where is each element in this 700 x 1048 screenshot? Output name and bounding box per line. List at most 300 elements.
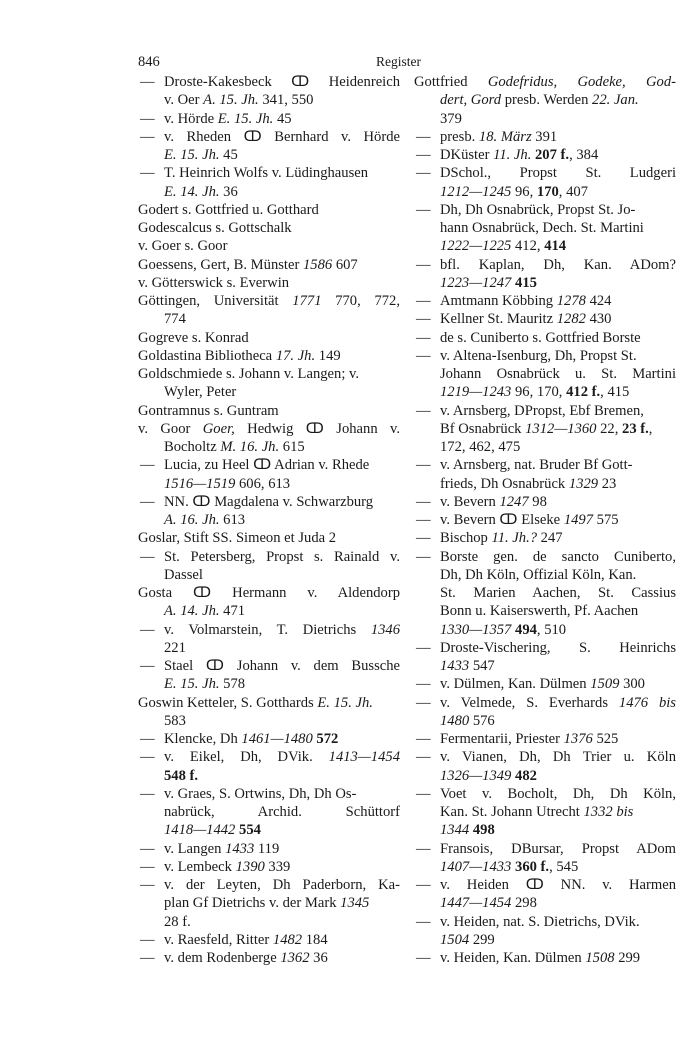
- index-entry-continuation: [414, 110, 676, 128]
- entry-text: 28 f.: [164, 913, 191, 930]
- index-subentry: [414, 639, 676, 657]
- subentry-dash: —: [416, 165, 431, 182]
- entry-text: 341, 550: [258, 92, 314, 109]
- index-subentry: [414, 292, 676, 310]
- index-subentry: [414, 694, 676, 712]
- entry-text: 98: [528, 493, 547, 510]
- italic-text: 1376: [563, 731, 593, 747]
- subentry-dash: —: [140, 110, 155, 127]
- italic-text: 1312—1360: [525, 420, 597, 437]
- subentry-dash: —: [416, 639, 431, 656]
- entry-text: v. Hörde: [164, 110, 218, 127]
- entry-text: v. Heiden, Kan. Dülmen: [440, 950, 586, 966]
- subentry-dash: —: [416, 548, 431, 565]
- index-entry-continuation: [414, 931, 676, 949]
- index-entry-continuation: [138, 146, 400, 164]
- subentry-dash: —: [140, 74, 155, 90]
- entry-text: 471: [219, 603, 246, 620]
- entry-text: Bocholtz: [164, 439, 221, 455]
- italic-text: A. 15. Jh.: [203, 92, 259, 109]
- entry-text: frieds, Dh Osnabrück: [440, 475, 569, 492]
- index-subentry: [414, 876, 676, 894]
- italic-text: 1509: [590, 676, 620, 693]
- entry-text: nabrück, Archid. Schüttorf: [164, 804, 400, 820]
- index-entry-continuation: [138, 821, 400, 839]
- entry-text: Dh, Dh Köln, Offizial Köln, Kan.: [440, 566, 637, 583]
- entry-text: 119: [254, 840, 280, 857]
- italic-text: 11. Jh.: [493, 147, 532, 163]
- subentry-dash: —: [416, 457, 431, 474]
- index-entry-continuation: [138, 566, 400, 584]
- subentry-dash: —: [416, 293, 431, 309]
- entry-text: v. Altena-Isenburg, Dh, Propst St.: [440, 347, 637, 364]
- bold-page-ref: 207 f.: [535, 147, 570, 163]
- entry-text: 300: [619, 676, 645, 693]
- index-subentry: [138, 110, 400, 128]
- entry-text: 412,: [511, 238, 545, 255]
- index-subentry: [138, 493, 400, 511]
- italic-text: 1461—1480: [241, 731, 313, 747]
- subentry-dash: —: [416, 785, 431, 802]
- entry-text: 575: [593, 512, 619, 528]
- subentry-dash: —: [416, 402, 431, 419]
- entry-text: Bf Osnabrück: [440, 420, 526, 437]
- entry-text: 22,: [596, 420, 623, 437]
- entry-text: v. Heiden, nat. S. Dietrichs, DVik.: [440, 913, 640, 930]
- entry-text: 45: [219, 147, 238, 163]
- subentry-dash: —: [140, 858, 155, 875]
- italic-text: 1413—1454: [328, 749, 400, 766]
- bold-page-ref: 415: [515, 274, 537, 291]
- subentry-dash: —: [140, 931, 155, 948]
- bold-page-ref: 414: [544, 238, 567, 255]
- index-entry-continuation: [138, 511, 400, 529]
- entry-text: 149: [315, 347, 341, 364]
- entry-text: Goslar, Stift SS. Simeon et Juda 2: [138, 530, 337, 547]
- entry-text: v. Dülmen, Kan. Dülmen: [440, 676, 591, 693]
- index-entry-continuation: [138, 602, 400, 620]
- index-entry-continuation: [138, 675, 400, 693]
- entry-text: v. Volmarstein, T. Dietrichs: [164, 621, 371, 638]
- italic-text: 1516—1519: [164, 475, 236, 492]
- bold-page-ref: 23 f.: [622, 420, 649, 437]
- index-entry: [138, 219, 400, 237]
- subentry-dash: —: [416, 128, 431, 145]
- italic-text: E. 15. Jh.: [164, 676, 220, 693]
- entry-text: 23: [598, 475, 617, 492]
- entry-text: v. Langen: [164, 840, 226, 857]
- index-subentry: [138, 73, 400, 91]
- index-entry-continuation: [138, 310, 400, 328]
- index-entry: [138, 329, 400, 347]
- index-subentry: [138, 128, 400, 146]
- subentry-dash: —: [140, 658, 155, 674]
- entry-text: 172, 462, 475: [440, 439, 521, 455]
- italic-text: A. 16. Jh.: [164, 512, 220, 528]
- index-subentry: [138, 548, 400, 566]
- index-entry-continuation: [138, 475, 400, 493]
- entry-text: 379: [440, 110, 462, 127]
- entry-text: v. der Leyten, Dh Paderborn, Ka-: [164, 877, 400, 893]
- entry-text: St. Petersberg, Propst s. Rainald v.: [164, 548, 400, 565]
- subentry-dash: —: [416, 147, 431, 163]
- index-column-left: [138, 73, 400, 967]
- italic-text: 1222—1225: [440, 238, 512, 255]
- index-subentry: [414, 493, 676, 511]
- index-subentry: [414, 785, 676, 803]
- entry-text: DKüster: [440, 147, 494, 163]
- entry-text: 770, 772,: [321, 293, 400, 309]
- bold-page-ref: 498: [472, 822, 495, 839]
- index-subentry: [138, 840, 400, 858]
- entry-text: 578: [219, 676, 246, 693]
- entry-text: 615: [279, 439, 305, 455]
- index-entry-continuation: [414, 475, 676, 493]
- index-entry-continuation: [414, 420, 676, 438]
- italic-text: 1330—1357: [440, 621, 512, 638]
- subentry-dash: —: [140, 165, 155, 182]
- index-entry: [138, 365, 400, 383]
- subentry-dash: —: [140, 731, 155, 747]
- entry-text: Hedwig ↀ Johann v.: [234, 420, 400, 437]
- entry-text: 299: [614, 950, 641, 966]
- italic-text: 11. Jh.?: [491, 530, 538, 547]
- subentry-dash: —: [416, 749, 431, 766]
- entry-text: presb.: [440, 128, 479, 145]
- entry-text: Lucia, zu Heel ↀ Adrian v. Rhede: [164, 457, 370, 474]
- subentry-dash: —: [416, 201, 431, 218]
- italic-text: 1508: [585, 950, 615, 966]
- entry-text: v. Bevern ↀ Elseke: [440, 512, 564, 528]
- italic-text: 1390: [235, 858, 265, 875]
- entry-text: bfl. Kaplan, Dh, Kan. ADom?: [440, 256, 676, 273]
- subentry-dash: —: [140, 621, 155, 638]
- index-entry-continuation: [138, 803, 400, 821]
- index-subentry: [414, 256, 676, 274]
- entry-text: Borste gen. de sancto Cuniberto,: [440, 548, 676, 565]
- italic-text: 1433: [440, 658, 470, 674]
- index-subentry: [138, 621, 400, 639]
- index-entry-continuation: [138, 183, 400, 201]
- entry-text: Gosta ↀ Hermann v. Aldendorp: [138, 585, 400, 601]
- entry-text: v. Bevern: [440, 493, 500, 510]
- index-entry: [138, 292, 400, 310]
- italic-text: 1326—1349: [440, 767, 512, 784]
- index-entry-continuation: [138, 383, 400, 401]
- entry-text: 547: [469, 658, 495, 674]
- entry-text: v. Arnsberg, DPropst, Ebf Bremen,: [440, 402, 644, 419]
- italic-text: E. 15. Jh.: [217, 110, 274, 127]
- index-entry-continuation: [138, 639, 400, 657]
- index-subentry: [414, 128, 676, 146]
- italic-text: 1407—1433: [440, 858, 512, 875]
- italic-text: 1480: [440, 712, 470, 729]
- subentry-dash: —: [140, 548, 155, 565]
- subentry-dash: —: [416, 840, 431, 857]
- subentry-dash: —: [140, 457, 155, 474]
- entry-text: Godescalcus s. Gottschalk: [138, 220, 292, 236]
- entry-text: hann Osnabrück, Dech. St. Martini: [440, 220, 644, 236]
- index-subentry: [414, 310, 676, 328]
- entry-text: 424: [585, 293, 612, 309]
- entry-text: Amtmann Köbbing: [440, 293, 557, 309]
- entry-text: Fermentarii, Priester: [440, 731, 564, 747]
- entry-text: Dh, Dh Osnabrück, Propst St. Jo-: [440, 201, 636, 218]
- entry-text: v. Vianen, Dh, Dh Trier u. Köln: [440, 749, 676, 766]
- entry-text: v. dem Rodenberge: [164, 950, 281, 966]
- index-entry-continuation: [414, 712, 676, 730]
- index-subentry: [414, 329, 676, 347]
- index-subentry: [414, 456, 676, 474]
- index-subentry: [138, 949, 400, 967]
- index-entry-continuation: [414, 767, 676, 785]
- index-entry-continuation: [414, 183, 676, 201]
- index-subentry: [138, 785, 400, 803]
- entry-text: Goswin Ketteler, S. Gotthards: [138, 694, 318, 711]
- entry-text: 247: [537, 530, 563, 547]
- entry-text: Bonn u. Kaiserswerth, Pf. Aachen: [440, 603, 639, 620]
- index-entry: [138, 237, 400, 255]
- index-entry: [138, 347, 400, 365]
- italic-text: E. 15. Jh.: [164, 147, 220, 163]
- index-subentry: [138, 858, 400, 876]
- entry-text: 525: [592, 731, 619, 747]
- italic-text: 1344: [440, 822, 470, 839]
- index-entry: [138, 274, 400, 292]
- index-entry-continuation: [414, 858, 676, 876]
- italic-text: 1497: [563, 512, 593, 528]
- entry-text: Gottfried: [414, 74, 488, 90]
- subentry-dash: —: [140, 749, 155, 766]
- subentry-dash: —: [416, 493, 431, 510]
- page-number: 846: [138, 54, 160, 70]
- entry-text: T. Heinrich Wolfs v. Lüdinghausen: [164, 165, 369, 182]
- italic-text: 1282: [556, 311, 586, 328]
- subentry-dash: —: [140, 493, 155, 510]
- italic-text: 1771: [292, 293, 322, 309]
- index-entry-continuation: [414, 219, 676, 237]
- bold-page-ref: 572: [316, 731, 339, 747]
- index-entry: [138, 420, 400, 438]
- entry-text: St. Marien Aachen, St. Cassius: [440, 585, 676, 601]
- subentry-dash: —: [416, 347, 431, 364]
- italic-text: E. 14. Jh.: [164, 183, 220, 200]
- index-subentry: [414, 548, 676, 566]
- index-subentry: [414, 529, 676, 547]
- entry-text: Goessens, Gert, B. Münster: [138, 256, 303, 273]
- subentry-dash: —: [140, 785, 155, 802]
- index-subentry: [138, 931, 400, 949]
- entry-text: Voet v. Bocholt, Dh, Dh Köln,: [440, 785, 676, 802]
- entry-text: Gontramnus s. Guntram: [138, 402, 279, 419]
- index-entry-continuation: [138, 712, 400, 730]
- index-subentry: [414, 511, 676, 529]
- index-subentry: [414, 748, 676, 766]
- italic-text: 1476 bis: [618, 694, 676, 711]
- entry-text: , 545: [549, 858, 579, 875]
- italic-text: 22. Jan.: [592, 92, 639, 109]
- entry-text: ,: [648, 420, 653, 437]
- entry-text: Goldschmiede s. Johann v. Langen; v.: [138, 366, 360, 382]
- entry-text: , 384: [569, 147, 599, 163]
- index-subentry: [138, 456, 400, 474]
- italic-text: 1345: [340, 895, 370, 912]
- entry-text: Kan. St. Johann Utrecht: [440, 804, 584, 820]
- index-entry: [138, 694, 400, 712]
- entry-text: 339: [264, 858, 291, 875]
- entry-text: 391: [531, 128, 558, 145]
- index-subentry: [414, 164, 676, 182]
- entry-text: Wyler, Peter: [164, 384, 237, 401]
- index-subentry: [138, 748, 400, 766]
- subentry-dash: —: [416, 256, 431, 273]
- subentry-dash: —: [140, 840, 155, 857]
- bold-page-ref: 548 f.: [164, 767, 199, 784]
- subentry-dash: —: [416, 950, 431, 966]
- index-entry-continuation: [414, 237, 676, 255]
- entry-text: v. Eikel, Dh, DVik.: [164, 749, 329, 766]
- entry-text: Droste-Vischering, S. Heinrichs: [440, 639, 676, 656]
- index-entry-continuation: [414, 274, 676, 292]
- entry-text: 184: [302, 931, 328, 948]
- italic-text: 1362: [280, 950, 310, 966]
- entry-text: 221: [164, 639, 186, 656]
- entry-text: de s. Cuniberto s. Gottfried Borste: [440, 329, 641, 346]
- italic-text: 1212—1245: [440, 183, 512, 200]
- entry-text: Kellner St. Mauritz: [440, 311, 557, 328]
- index-column-right: [414, 73, 676, 967]
- bold-page-ref: 360 f.: [515, 858, 550, 875]
- entry-text: Godert s. Gottfried u. Gotthard: [138, 201, 319, 218]
- entry-text: Göttingen, Universität: [138, 293, 293, 309]
- index-entry-continuation: [414, 657, 676, 675]
- italic-text: 1223—1247: [440, 274, 512, 291]
- index-subentry: [138, 657, 400, 675]
- index-subentry: [414, 402, 676, 420]
- index-entry-continuation: [138, 438, 400, 456]
- index-entry: [414, 73, 676, 91]
- italic-text: 1247: [499, 493, 529, 510]
- index-entry-continuation: [414, 602, 676, 620]
- entry-text: Droste-Kakesbeck ↀ Heidenreich: [164, 74, 400, 90]
- italic-text: 1447—1454: [440, 895, 512, 912]
- subentry-dash: —: [140, 128, 155, 145]
- entry-text: Stael ↀ Johann v. dem Bussche: [164, 658, 400, 674]
- index-subentry: [414, 347, 676, 365]
- entry-text: v. Goor: [138, 420, 203, 437]
- italic-text: 1504: [440, 931, 470, 948]
- entry-text: v. Heiden ↀ NN. v. Harmen: [440, 877, 676, 893]
- bold-page-ref: 554: [239, 822, 261, 839]
- italic-text: 1433: [225, 840, 255, 857]
- index-entry-continuation: [414, 383, 676, 401]
- entry-text: v. Arnsberg, nat. Bruder Bf Gott-: [440, 457, 633, 474]
- italic-text: 1418—1442: [164, 822, 236, 839]
- entry-text: 583: [164, 712, 186, 729]
- index-entry-continuation: [414, 365, 676, 383]
- entry-text: Dassel: [164, 566, 203, 583]
- entry-text: 576: [469, 712, 495, 729]
- index-subentry: [138, 730, 400, 748]
- running-header: Register: [376, 54, 421, 69]
- entry-text: , 415: [600, 384, 630, 401]
- entry-text: 298: [511, 895, 537, 912]
- entry-text: DSchol., Propst St. Ludgeri: [440, 165, 676, 182]
- italic-text: 17. Jh.: [275, 347, 316, 364]
- entry-text: 36: [309, 950, 328, 966]
- entry-text: 96, 170,: [511, 384, 567, 401]
- index-entry: [138, 584, 400, 602]
- subentry-dash: —: [416, 731, 431, 747]
- index-subentry: [414, 949, 676, 967]
- italic-text: 1219—1243: [440, 384, 512, 401]
- entry-text: 607: [332, 256, 358, 273]
- italic-text: A. 14. Jh.: [164, 603, 220, 620]
- entry-text: presb. Werden: [501, 92, 593, 109]
- index-subentry: [138, 876, 400, 894]
- entry-text: v. Graes, S. Ortwins, Dh, Dh Os-: [164, 785, 357, 802]
- index-subentry: [414, 146, 676, 164]
- italic-text: 18. März: [478, 128, 532, 145]
- index-entry-continuation: [138, 767, 400, 785]
- index-subentry: [414, 913, 676, 931]
- entry-text: 45: [273, 110, 292, 127]
- italic-text: Godefridus, Godeke, God-: [487, 74, 676, 90]
- bold-page-ref: 170: [536, 183, 559, 200]
- italic-text: 1278: [556, 293, 586, 309]
- index-entry-continuation: [414, 438, 676, 456]
- italic-text: 1332 bis: [583, 804, 634, 820]
- subentry-dash: —: [416, 530, 431, 547]
- entry-text: Gogreve s. Konrad: [138, 329, 249, 346]
- index-entry: [138, 256, 400, 274]
- entry-text: v. Lembeck: [164, 858, 236, 875]
- italic-text: E. 15. Jh.: [317, 694, 373, 711]
- index-entry-continuation: [138, 894, 400, 912]
- index-entry-continuation: [414, 91, 676, 109]
- entry-text: v. Oer: [164, 92, 204, 109]
- index-entry: [138, 201, 400, 219]
- subentry-dash: —: [416, 877, 431, 893]
- subentry-dash: —: [416, 694, 431, 711]
- entry-text: 36: [219, 183, 238, 200]
- index-subentry: [138, 164, 400, 182]
- entry-text: plan Gf Dietrichs v. der Mark: [164, 895, 341, 912]
- entry-text: , 510: [536, 621, 567, 638]
- index-entry-continuation: [414, 621, 676, 639]
- entry-text: v. Raesfeld, Ritter: [164, 931, 273, 948]
- subentry-dash: —: [416, 512, 431, 528]
- subentry-dash: —: [140, 950, 155, 966]
- index-subentry: [414, 730, 676, 748]
- entry-text: v. Goer s. Goor: [138, 238, 228, 255]
- index-entry: [138, 529, 400, 547]
- subentry-dash: —: [416, 329, 431, 346]
- entry-text: 299: [469, 931, 495, 948]
- index-subentry: [414, 840, 676, 858]
- entry-text: 430: [585, 311, 612, 328]
- italic-text: 1482: [272, 931, 303, 948]
- entry-text: NN. ↀ Magdalena v. Schwarzburg: [164, 493, 374, 510]
- entry-text: Goldastina Bibliotheca: [138, 347, 276, 364]
- index-subentry: [414, 675, 676, 693]
- italic-text: dert, Gord: [440, 92, 502, 109]
- entry-text: Johann Osnabrück u. St. Martini: [440, 366, 676, 382]
- entry-text: 613: [219, 512, 246, 528]
- subentry-dash: —: [140, 877, 155, 893]
- italic-text: 1329: [568, 475, 599, 492]
- entry-text: v. Götterswick s. Everwin: [138, 274, 290, 291]
